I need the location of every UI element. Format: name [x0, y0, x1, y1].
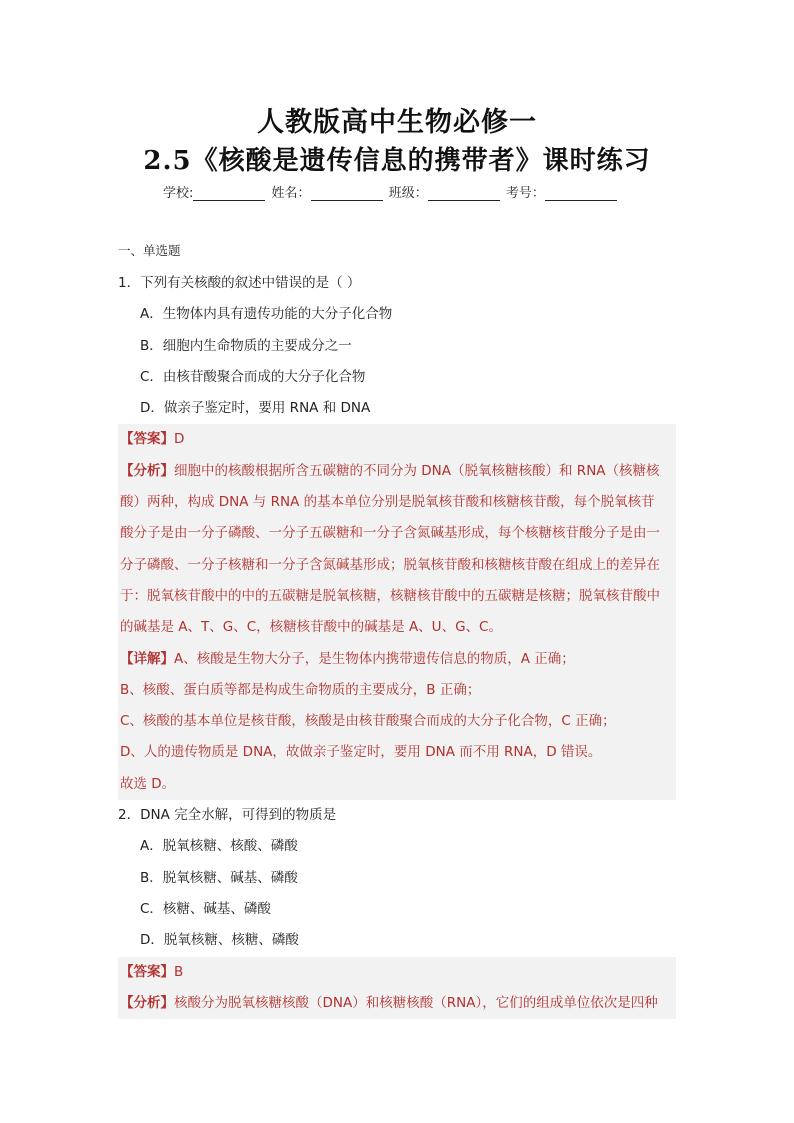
detail-text: A、核酸是生物大分子，是生物体内携带遗传信息的物质，A 正确；	[174, 650, 575, 667]
detail-line: C、核酸的基本单位是核苷酸，核酸是由核苷酸聚合而成的大分子化合物，C 正确；	[120, 713, 616, 730]
analysis-line: 分子磷酸、一分子核糖和一分子含氮碱基形成；脱氧核苷酸和核糖核苷酸在组成上的差异在	[120, 556, 660, 573]
question-stem: 1．下列有关核酸的叙述中错误的是（ ）	[118, 275, 361, 291]
option-a: A．脱氧核糖、核酸、磷酸	[140, 838, 298, 855]
analysis-line	[118, 988, 676, 1019]
exam-number-label: 考号：	[505, 186, 545, 201]
school-blank[interactable]	[193, 186, 265, 201]
answer-line	[118, 424, 676, 455]
analysis-text: 核酸分为脱氧核糖核酸（DNA）和核糖核酸（RNA），它们的组成单位依次是四种	[174, 994, 658, 1011]
school-label: 学校:	[163, 186, 194, 201]
answer-tag: 【答案】	[120, 963, 174, 980]
option-c: C．由核苷酸聚合而成的大分子化合物	[140, 368, 366, 385]
analysis-line: 于：脱氧核苷酸中的中的五碳糖是脱氧核糖，核糖核苷酸中的五碳糖是核糖；脱氧核苷酸中	[120, 587, 660, 604]
question-1	[118, 268, 676, 800]
analysis-line: 酸）两种，构成 DNA 与 RNA 的基本单位分别是脱氧核苷酸和核糖核苷酸，每个脱氧核苷	[120, 494, 655, 511]
detail-line: B、核酸、蛋白质等都是构成生命物质的主要成分，B 正确；	[120, 681, 481, 698]
exam-number-blank[interactable]	[545, 186, 617, 201]
answer-value: D	[174, 431, 185, 448]
option-d: D．脱氧核糖、核糖、磷酸	[140, 932, 299, 949]
analysis-tag: 【分析】	[120, 462, 174, 479]
detail-line: D、人的遗传物质是 DNA，故做亲子鉴定时，要用 DNA 而不用 RNA，D 错误。	[120, 744, 602, 761]
question-stem: 2．DNA 完全水解，可得到的物质是	[118, 807, 337, 824]
class-blank[interactable]	[428, 186, 500, 201]
option-c: C．核糖、碱基、磷酸	[140, 900, 271, 917]
analysis-text: 细胞中的核酸根据所含五碳糖的不同分为 DNA（脱氧核糖核酸）和 RNA（核糖核	[174, 462, 660, 479]
detail-line	[118, 644, 676, 675]
analysis-line: 酸分子是由一分子磷酸、一分子五碳糖和一分子含氮碱基形成，每个核糖核苷酸分子是由一	[120, 525, 660, 542]
question-content	[118, 240, 676, 1019]
page-subtitle: 2.5《核酸是遗传信息的携带者》课时练习	[143, 146, 651, 176]
analysis-line: 的碱基是 A、T、G、C，核糖核苷酸中的碱基是 A、U、G、C。	[120, 619, 502, 636]
question-2	[118, 800, 676, 1019]
name-label: 姓名：	[271, 186, 311, 201]
option-b: B．脱氧核糖、碱基、磷酸	[140, 869, 298, 886]
name-blank[interactable]	[311, 186, 383, 201]
answer-block	[118, 957, 676, 1020]
answer-tag: 【答案】	[120, 431, 174, 448]
class-label: 班级：	[388, 186, 428, 201]
section-title: 一、单选题	[118, 243, 181, 258]
option-b: B．细胞内生命物质的主要成分之一	[140, 337, 352, 354]
option-a: A．生物体内具有遗传功能的大分子化合物	[140, 306, 393, 323]
analysis-line	[118, 456, 676, 487]
analysis-tag: 【分析】	[120, 994, 174, 1011]
page-title: 人教版高中生物必修一	[257, 107, 537, 138]
detail-tag: 【详解】	[120, 650, 174, 667]
answer-line	[118, 957, 676, 988]
answer-value: B	[174, 963, 184, 980]
conclusion-line: 故选 D。	[120, 775, 176, 792]
student-info-line	[163, 182, 619, 201]
answer-block	[118, 424, 676, 800]
option-d: D．做亲子鉴定时，要用 RNA 和 DNA	[140, 400, 371, 417]
